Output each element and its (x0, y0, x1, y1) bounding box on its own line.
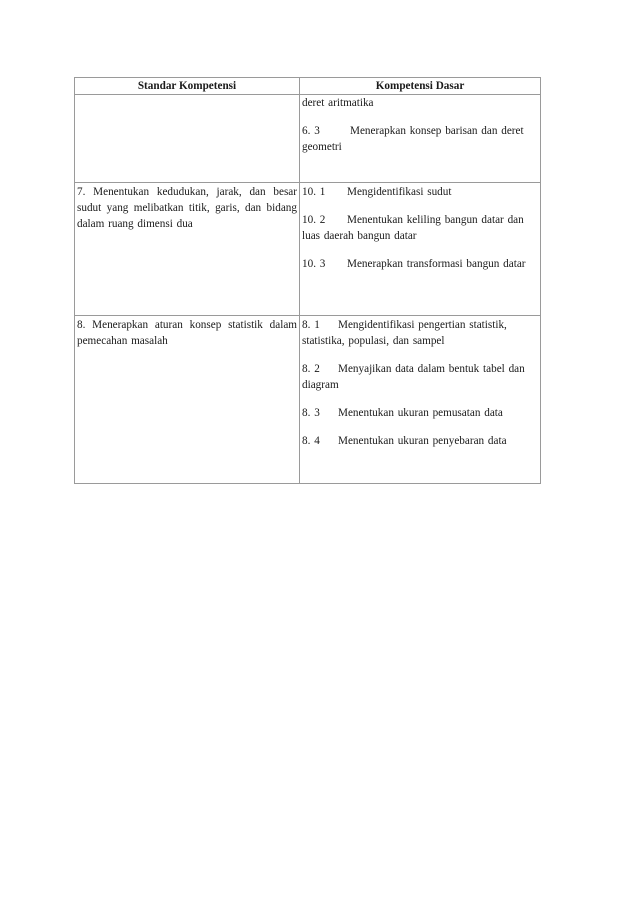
table-header-row (75, 78, 541, 95)
kd-text: Menentukan ukuran pemusatan data (338, 407, 503, 419)
kd-item (302, 184, 538, 200)
table-row (75, 95, 541, 183)
header-standar-kompetensi: Standar Kompetensi (75, 78, 300, 95)
kd-number: 10. 1 (302, 186, 326, 198)
kd-text: Mengidentifikasi sudut (347, 186, 452, 198)
kd-item (302, 317, 538, 349)
dasar-cell (300, 316, 541, 484)
kd-number: 8. 1 (302, 319, 320, 331)
kd-item (302, 405, 538, 421)
kd-text: Menentukan ukuran penyebaran data (338, 435, 507, 447)
standar-cell (75, 183, 300, 316)
kd-text: Menyajikan data dalam bentuk tabel dan diagram (302, 363, 525, 391)
dasar-cell (300, 183, 541, 316)
kd-item (302, 361, 538, 393)
kd-item (302, 212, 538, 244)
standar-text: 7. Menentukan kedudukan, jarak, dan besar sudut yang melibatkan titik, garis, dan bidang dalam ruang dimensi dua (77, 186, 297, 230)
kd-number: 8. 4 (302, 435, 320, 447)
kd-text: deret aritmatika (302, 97, 374, 109)
kd-text: Menerapkan transformasi bangun datar (347, 258, 526, 270)
standar-text: 8. Menerapkan aturan konsep statistik dalam pemecahan masalah (77, 319, 297, 347)
kd-number: 10. 3 (302, 258, 326, 270)
header-kompetensi-dasar: Kompetensi Dasar (300, 78, 541, 95)
kd-number: 6. 3 (302, 125, 320, 137)
kd-text: Mengidentifikasi pengertian statistik, statistika, populasi, dan sampel (302, 319, 507, 347)
table-row (75, 183, 541, 316)
kd-text: Menerapkan konsep barisan dan deret geometri (302, 125, 524, 153)
table-row (75, 316, 541, 484)
kd-item (302, 95, 538, 111)
kd-number: 8. 2 (302, 363, 320, 375)
standar-cell (75, 95, 300, 183)
kd-item (302, 123, 538, 155)
kd-number: 10. 2 (302, 214, 326, 226)
kd-item (302, 433, 538, 449)
standar-cell (75, 316, 300, 484)
kd-text: Menentukan keliling bangun datar dan luas daerah bangun datar (302, 214, 524, 242)
kd-item (302, 256, 538, 272)
kd-number: 8. 3 (302, 407, 320, 419)
dasar-cell (300, 95, 541, 183)
competency-table (74, 77, 541, 484)
